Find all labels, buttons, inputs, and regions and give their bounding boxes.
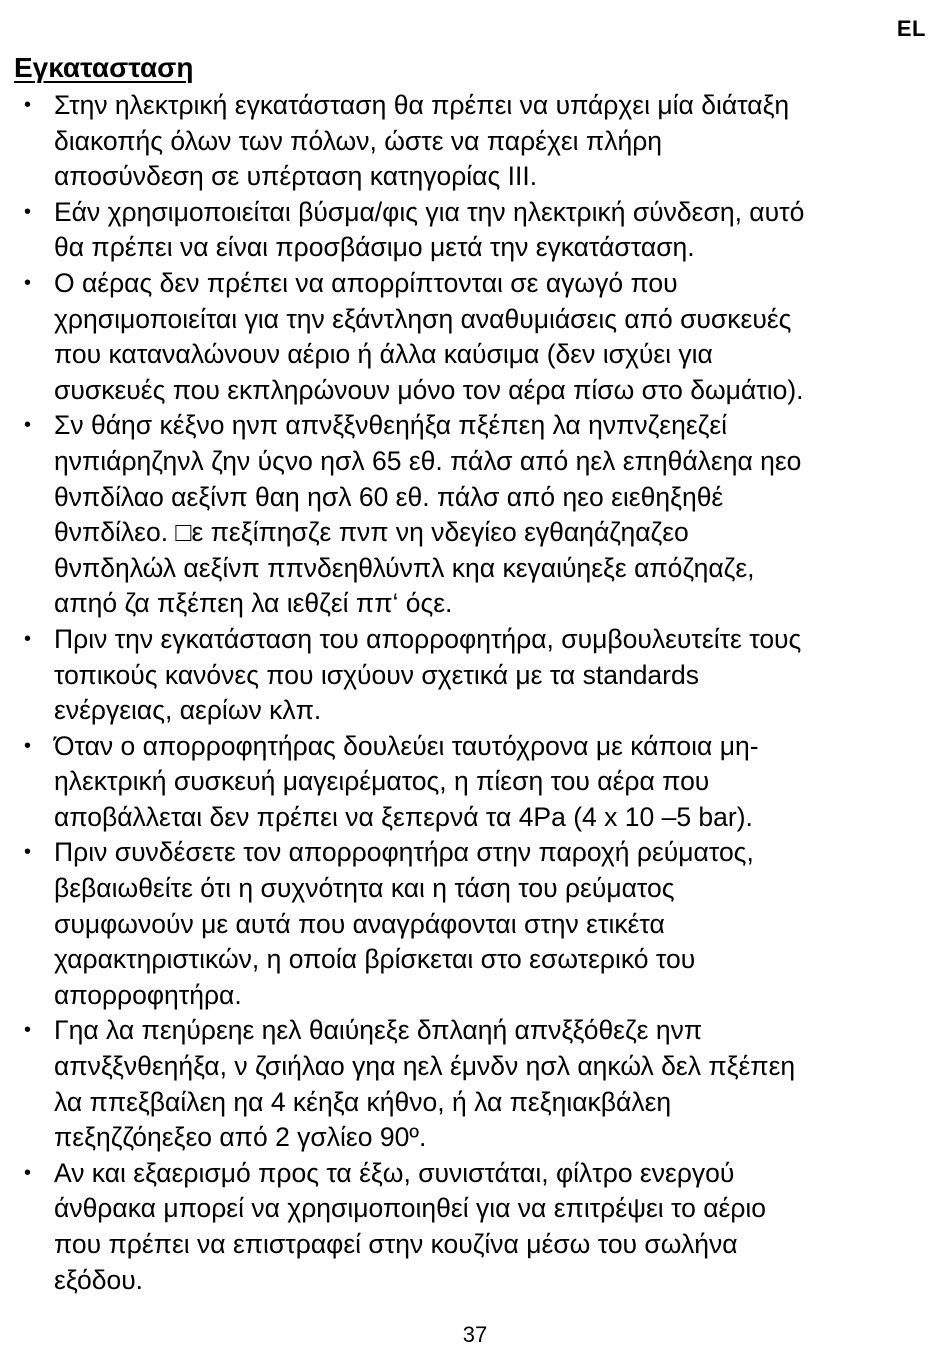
bullet-icon: • bbox=[24, 1019, 32, 1042]
bullet-icon: • bbox=[24, 841, 32, 864]
list-item bbox=[24, 622, 924, 729]
list-item-text: Πριν την εγκατάσταση του απορροφητήρα, συμβουλευτείτε τους τοπικούς κανόνες που ισχύουν σχετικά με τα standards ενέργειας, αερίων κλπ. bbox=[54, 623, 802, 726]
list-item bbox=[24, 266, 924, 408]
list-item bbox=[24, 1013, 924, 1155]
installation-notes-list bbox=[24, 88, 924, 1298]
list-item bbox=[24, 835, 924, 1013]
section-title: Εγκατασταση bbox=[14, 52, 194, 83]
list-item-text: Γηα λα πεηύρεηε ηελ θαιύηεξε δπλαηή απνξξόθεζε ηνπ απνξξνθεηήξα, ν ζσιήλαο γηα ηελ έμνδν ησλ αηκώλ δελ πξέπεη λα ππεξβαίλεη ηα 4 κέηξα κήθνο, ή λα πεξηιακβάλεη πεξηζζόηεξεο από 2 γσλίεο 90º. bbox=[54, 1015, 796, 1153]
list-item-text: Σν θάησ κέξνο ηνπ απνξξνθεηήξα πξέπεη λα ηνπνζεηεζεί ηνπιάρηζηνλ ζην ύςνο ησλ 65 εθ. πάλσ από ηελ επηθάλεηα ηεο θνπδίλαο αεξίνπ θαη ησλ 60 εθ. πάλσ από ηεο ειεθηξηθέ θνπδίλεο. □ε πεξίπησζε πνπ νη νδεγίεο εγθαηάζηαζεο θνπδηλώλ αεξίνπ ππνδεηθλύνπλ κηα κεγαιύηεξε απόζηαζε, απηό ζα πξέπεη λα ιεθζεί ππ‘ όςε. bbox=[54, 410, 802, 619]
page-number: 37 bbox=[462, 1322, 488, 1347]
list-item-text: Πριν συνδέσετε τον απορροφητήρα στην παροχή ρεύματος, βεβαιωθείτε ότι η συχνότητα και η τάση του ρεύματος συμφωνούν με αυτά που αναγράφονται στην ετικέτα χαρακτηριστικών, η οποία βρίσκεται στο εσωτερικό του απορροφητήρα. bbox=[54, 837, 754, 1010]
list-item bbox=[24, 195, 924, 266]
list-item-text: Εάν χρησιμοποιείται βύσμα/φις για την ηλεκτρική σύνδεση, αυτό θα πρέπει να είναι προσβάσιμο μετά την εγκατάσταση. bbox=[54, 196, 805, 263]
bullet-icon: • bbox=[24, 734, 32, 757]
list-item bbox=[24, 88, 924, 195]
bullet-icon: • bbox=[24, 1161, 32, 1184]
bullet-icon: • bbox=[24, 200, 32, 223]
list-item-text: Όταν ο απορροφητήρας δουλεύει ταυτόχρονα με κάποια μη- ηλεκτρική συσκευή μαγειρέματος, η πίεση του αέρα που αποβάλλεται δεν πρέπει να ξεπερνά τα 4Pa (4 x 10 –5 bar). bbox=[54, 730, 759, 832]
bullet-icon: • bbox=[24, 94, 32, 116]
list-item bbox=[24, 729, 924, 836]
bullet-icon: • bbox=[24, 414, 32, 437]
bullet-icon: • bbox=[24, 271, 32, 294]
list-item-text: Ο αέρας δεν πρέπει να απορρίπτονται σε αγωγό που χρησιμοποιείται για την εξάντληση αναθυμιάσεις από συσκευές που καταναλώνουν αέριο ή άλλα καύσιμα (δεν ισχύει για συσκευές που εκπληρώνουν μόνο τον αέρα πίσω στο δωμάτιο). bbox=[54, 267, 804, 405]
list-item-text: Στην ηλεκτρική εγκατάσταση θα πρέπει να υπάρχει μία διάταξη διακοπής όλων των πόλων, ώστε να παρέχει πλήρη αποσύνδεση σε υπέρταση κατηγορίας III. bbox=[54, 90, 790, 192]
list-item bbox=[24, 408, 924, 622]
list-item-text: Αν και εξαερισμό προς τα έξω, συνιστάται, φίλτρο ενεργού άνθρακα μπορεί να χρησιμοποιηθεί για να επιτρέψει το αέριο που πρέπει να επιστραφεί στην κουζίνα μέσω του σωλήνα εξόδου. bbox=[54, 1157, 767, 1295]
list-item bbox=[24, 1156, 924, 1298]
bullet-icon: • bbox=[24, 627, 32, 650]
language-code: EL bbox=[896, 16, 926, 41]
